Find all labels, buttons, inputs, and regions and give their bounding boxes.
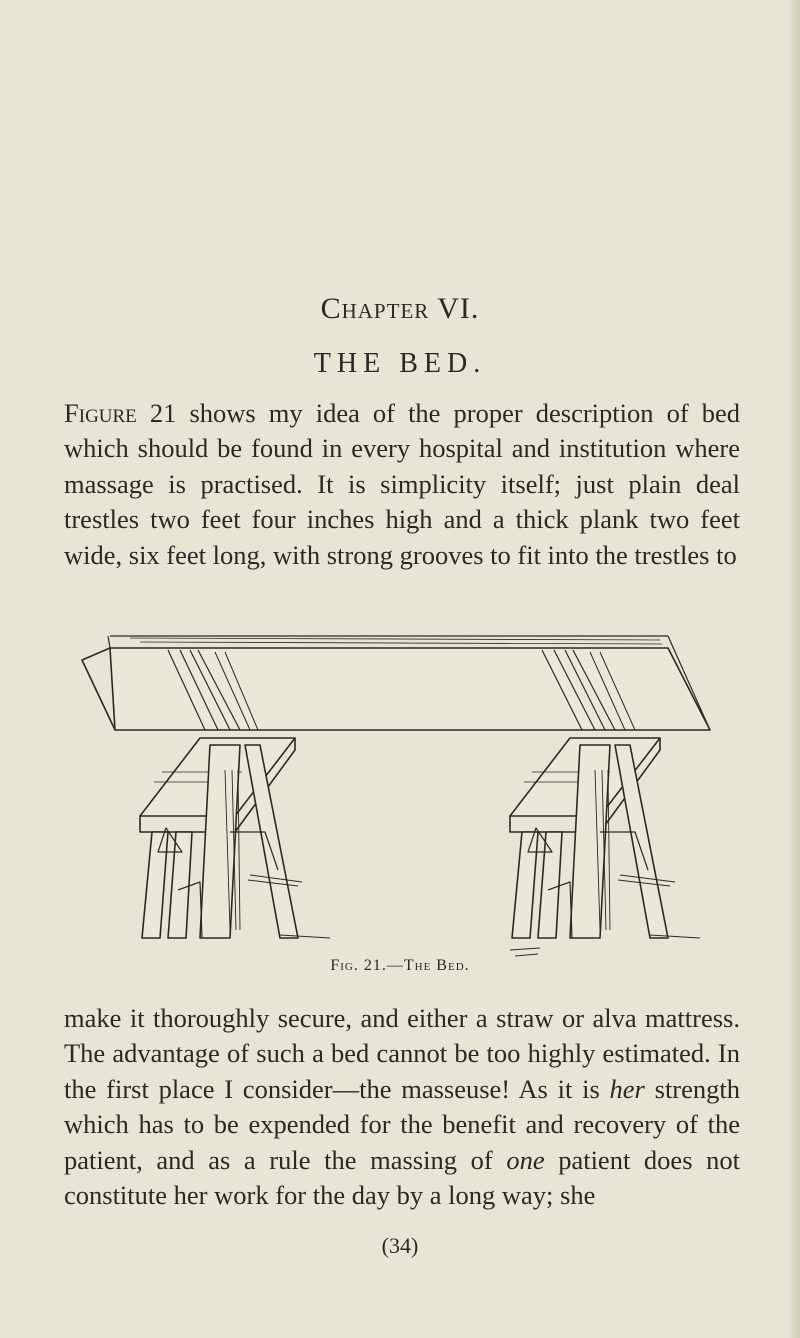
page-edge (788, 0, 800, 1338)
paragraph-2-emphasis-one: one (506, 1144, 545, 1175)
paragraph-2-part-1: make it thoroughly secure, and either a straw or alva mattress. The advantage of such a bed cannot be too highly estimated. In the first place I consider—the masseuse! As it is (64, 1003, 740, 1104)
chapter-heading: Chapter VI. (320, 292, 480, 325)
paragraph-1-lead: Figure (64, 398, 137, 428)
paragraph-1 (64, 396, 740, 573)
paragraph-2-part-3: patient does not constitute her work for the day by a long way; she (64, 1144, 740, 1211)
paragraph-2-emphasis-her: her (609, 1073, 645, 1104)
paragraph-1-text: 21 shows my idea of the proper description of bed which should be found in every hospital and institution where massage is practised. It is simplicity itself; just plain deal trestles two feet four inches high and a thick plank two feet wide, six feet long, with strong grooves to fit into the trestles to (64, 398, 740, 570)
page-number: (34) (381, 1233, 419, 1258)
figure-caption: Fig. 21.—The Bed. (330, 957, 470, 974)
chapter-title: THE BED. (313, 348, 487, 379)
paragraph-2 (64, 1001, 740, 1213)
plank (82, 636, 710, 730)
bed-illustration (70, 620, 730, 970)
paragraph-2-part-2: strength which has to be expended for the benefit and recovery of the patient, and as a rule the massing of (64, 1073, 741, 1175)
